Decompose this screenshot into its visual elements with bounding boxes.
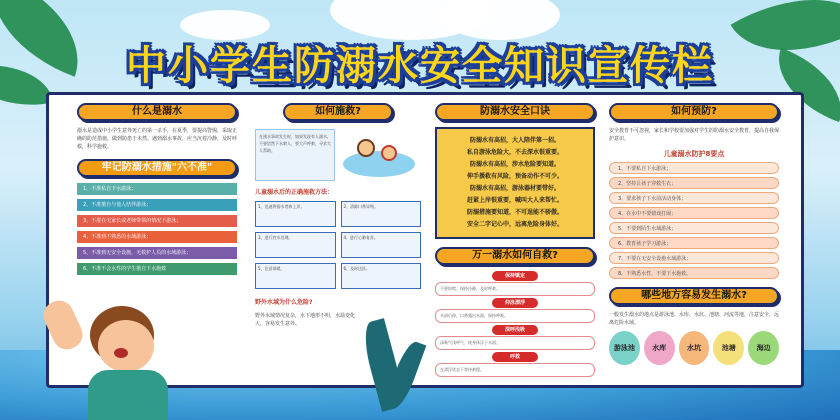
place-badge: 水库 [644, 331, 675, 365]
slogan-line: 私自游泳危险大，不去深水很重要。 [466, 149, 563, 156]
child-drowning-icon [381, 145, 397, 161]
self-rescue-step-text: 深吸气浅呼气，使身体浮于水面。 [435, 336, 595, 350]
prevention-text: 安全教育不可忽视，家长和学校要加强对学生的防溺水安全教育，提高自我保护意识。 [609, 128, 780, 142]
slogan-line: 防溺水有高招，涉水危险要知道。 [469, 161, 560, 168]
how-to-rescue-header: 如何施救? [283, 103, 393, 121]
safety-slogans-box [435, 127, 595, 239]
self-rescue-header: 万一溺水如何自救? [435, 247, 595, 265]
safety-slogans-header: 防溺水安全口诀 [435, 103, 595, 121]
rescue-method-box: 3、进行控水处理。 [255, 232, 336, 258]
child-mouth-icon [114, 348, 128, 358]
tip-item: 1、不要私自下水游泳； [609, 162, 779, 174]
rule-item: 6、不准不会水性的学生擅自下水施救 [77, 263, 237, 275]
self-rescue-step-label: 呼救 [492, 352, 538, 362]
what-is-drowning-header: 什么是溺水 [77, 103, 237, 121]
tips-title: 儿童溺水防护8要点 [663, 150, 725, 158]
slogan-line: 防溺水有高招，游泳器材要带好。 [469, 185, 560, 192]
column-safety-slogans [435, 103, 595, 379]
six-rules-header: 牢记防溺水措施"六不准" [77, 159, 237, 177]
rule-item: 3、不准在无家长或老师带领的情况下游泳； [77, 215, 237, 227]
rule-item: 5、不准到无安全设施、无救护人员的水域游泳； [77, 247, 237, 259]
drowning-child-illustration [48, 300, 198, 420]
child-shirt-icon [88, 370, 168, 420]
self-rescue-step-label: 保持镇定 [492, 271, 538, 281]
rescue-illustration [341, 129, 417, 181]
column-how-to-rescue [255, 103, 421, 328]
places-row [609, 331, 779, 365]
prevention-header: 如何预防? [609, 103, 779, 121]
slogan-line: 防溺水有高招，大人陪伴第一招。 [469, 137, 560, 144]
rescue-methods-grid [255, 201, 421, 289]
water-pool-icon [343, 151, 415, 177]
rescue-intro-text: 在溺水事故发生时，如果发现有人溺水，不要贸然下水救人，要大声呼救，寻求大人帮助。 [259, 134, 331, 153]
child-face-icon [98, 320, 154, 372]
self-rescue-step-label: 深呼浅吸 [492, 325, 538, 335]
place-badge: 水坑 [679, 331, 710, 365]
self-rescue-step-text: 头部后仰，口鼻露出水面，保持呼吸。 [435, 309, 595, 323]
slogan-line: 防溺措施要知道，不可逞能不骄傲。 [466, 209, 563, 216]
poster-title: 中小学生防溺水安全知识宣传栏 [126, 43, 714, 89]
self-rescue-step-text: 不要惊慌，保持冷静，及时呼救。 [435, 282, 595, 296]
slogan-line: 安全二字记心中，远离危险身体好。 [466, 221, 563, 228]
place-badge: 游泳池 [609, 331, 640, 365]
slogan-line: 伸手援救有风险，预备动作不可少。 [466, 173, 563, 180]
place-badge: 池塘 [713, 331, 744, 365]
tip-item: 7、不要在无安全设施水域游泳； [609, 252, 779, 264]
rescue-intro-box [255, 129, 335, 181]
tip-item: 6、教育孩子学习游泳； [609, 237, 779, 249]
rule-item: 2、不准擅自与他人结伴游泳； [77, 199, 237, 211]
rescue-method-box: 2、清除口鼻异物。 [341, 201, 422, 227]
child-rescuer-icon [357, 139, 375, 157]
rule-item: 4、不准到不熟悉的水域游泳； [77, 231, 237, 243]
column-prevention [609, 103, 779, 365]
column-what-is-drowning [77, 103, 237, 275]
tip-item: 5、不要到陌生水域游泳； [609, 222, 779, 234]
tips-list [609, 162, 779, 279]
tip-item: 4、在水中不要嬉戏打闹； [609, 207, 779, 219]
six-rules-list [77, 183, 237, 275]
rescue-method-box: 5、注意保暖。 [255, 263, 336, 289]
rescue-method-box: 1、迅速将溺水者救上岸。 [255, 201, 336, 227]
rule-item: 1、不准私自下水游泳； [77, 183, 237, 195]
places-text: 一般发生溺水的地点是游泳池、水库、水坑、池塘、河流等地，注意安全，远离危险水域。 [609, 312, 780, 326]
tip-item: 8、不熟悉水性，不要下水施救。 [609, 267, 779, 279]
slogan-line: 赶紧上岸很重要，喊叫大人来帮忙。 [466, 197, 563, 204]
self-rescue-steps [435, 271, 595, 377]
places-header: 哪些地方容易发生溺水? [609, 287, 779, 305]
what-is-drowning-text: 溺水是造成中小学生意外死亡的第一杀手，在夏季，要提高警惕，采取正确的防范措施，做到防患于未然。遇到溺水事故，应当沉着冷静，及时呼救，科学施救。 [77, 128, 238, 150]
place-badge: 海边 [748, 331, 779, 365]
rescue-methods-title: 儿童溺水后的正确施救方法： [255, 189, 334, 196]
self-rescue-step-label: 仰泳漂浮 [492, 298, 538, 308]
danger-text: 野外水域情况复杂，水下地形不明，水温变化大，容易发生意外。 [255, 313, 356, 327]
tip-item: 3、要求孩子下水前活动身体； [609, 192, 779, 204]
self-rescue-step-text: 在漂浮状态下等待救援。 [435, 363, 595, 377]
rescue-method-box: 4、进行心肺复苏。 [341, 232, 422, 258]
rescue-method-box: 6、及时送医。 [341, 263, 422, 289]
danger-title: 野外水域为什么危险? [255, 299, 313, 306]
tip-item: 2、坚持让孩子穿救生衣； [609, 177, 779, 189]
